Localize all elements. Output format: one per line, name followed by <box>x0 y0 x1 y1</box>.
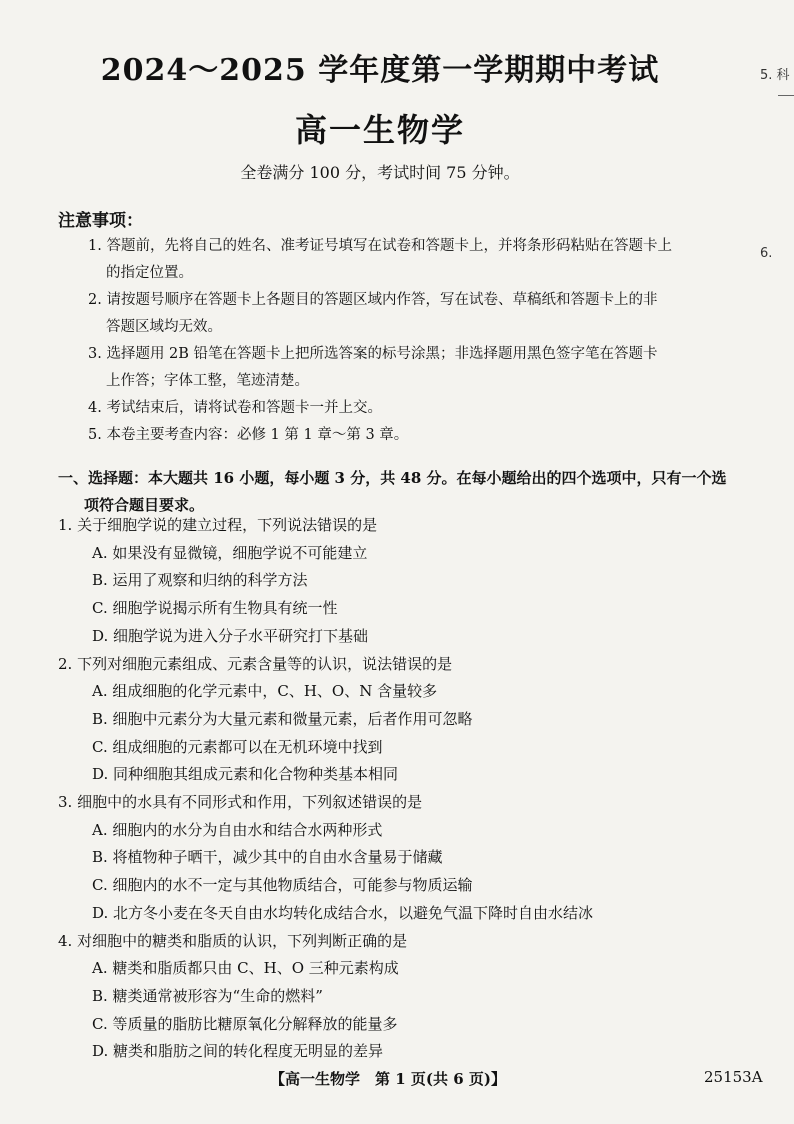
notice-line: 答题区域均无效。 <box>106 319 222 335</box>
footer-page-label: 【高一生物学 第 1 页(共 6 页)】 <box>270 1070 506 1088</box>
notice-line: 2. 请按题号顺序在答题卡上各题目的答题区域内作答，写在试卷、草稿纸和答题卡上的非 <box>88 292 658 308</box>
question-2 <box>58 651 738 790</box>
question-4 <box>58 928 738 1067</box>
notice-line: 1. 答题前，先将自己的姓名、准考证号填写在试卷和答题卡上，并将条形码粘贴在答题卡上 <box>88 238 672 254</box>
option-d: D. 同种细胞其组成元素和化合物种类基本相同 <box>92 765 399 784</box>
question-list <box>58 512 738 1066</box>
section-line: 项符合题目要求。 <box>84 496 205 514</box>
full-score-note: 全卷满分 100 分，考试时间 75 分钟。 <box>240 163 520 182</box>
option-c: C. 细胞内的水不一定与其他物质结合，可能参与物质运输 <box>92 876 473 895</box>
option-c: C. 组成细胞的元素都可以在无机环境中找到 <box>92 737 383 756</box>
option-b: B. 运用了观察和归纳的科学方法 <box>92 571 308 590</box>
notice-item <box>88 233 724 287</box>
question-stem: 1. 关于细胞学说的建立过程，下列说法错误的是 <box>58 516 378 534</box>
option-a: A. 细胞内的水分为自由水和结合水两种形式 <box>92 820 383 839</box>
notice-line: 的指定位置。 <box>106 265 193 281</box>
option-a: A. 组成细胞的化学元素中，C、H、O、N 含量较多 <box>92 682 438 701</box>
notice-item <box>88 395 724 422</box>
option-b: B. 将植物种子晒干，减少其中的自由水含量易于储藏 <box>92 848 443 867</box>
question-3 <box>58 789 738 928</box>
notice-line: 4. 考试结束后，请将试卷和答题卡一并上交。 <box>88 400 382 416</box>
notice-line: 上作答；字体工整，笔迹清楚。 <box>106 373 309 389</box>
option-b: B. 细胞中元素分为大量元素和微量元素，后者作用可忽略 <box>92 709 473 728</box>
option-d: D. 细胞学说为进入分子水平研究打下基础 <box>92 626 369 645</box>
next-page-edge-mark: 6. <box>760 246 773 261</box>
option-d: D. 北方冬小麦在冬天自由水均转化成结合水，以避免气温下降时自由水结冰 <box>92 903 594 922</box>
notice-item <box>88 422 724 449</box>
section-heading <box>58 465 728 519</box>
notice-list <box>88 233 724 449</box>
section-line: 一、选择题：本大题共 16 小题，每小题 3 分，共 48 分。在每小题给出的四个选项中，只有一个选 <box>58 469 727 487</box>
notice-line: 5. 本卷主要考查内容：必修 1 第 1 章～第 3 章。 <box>88 427 409 443</box>
notice-heading: 注意事项： <box>58 211 143 231</box>
notice-item <box>88 287 724 341</box>
next-page-edge-mark: 5. 科 <box>760 68 790 83</box>
question-1 <box>58 512 738 651</box>
footer-code: 25153A <box>704 1068 763 1086</box>
option-b: B. 糖类通常被形容为“生命的燃料” <box>92 986 323 1005</box>
question-stem: 2. 下列对细胞元素组成、元素含量等的认识，说法错误的是 <box>58 654 453 673</box>
option-c: C. 细胞学说揭示所有生物具有统一性 <box>92 599 338 618</box>
notice-item <box>88 341 724 395</box>
subject-title: 高一生物学 <box>294 111 465 149</box>
question-stem: 4. 对细胞中的糖类和脂质的认识，下列判断正确的是 <box>58 931 408 950</box>
edge-divider <box>778 95 794 96</box>
question-stem: 3. 细胞中的水具有不同形式和作用，下列叙述错误的是 <box>58 793 423 812</box>
option-c: C. 等质量的脂肪比糖原氧化分解释放的能量多 <box>92 1014 398 1033</box>
notice-line: 3. 选择题用 2B 铅笔在答题卡上把所选答案的标号涂黑；非选择题用黑色签字笔在答题卡 <box>88 346 658 362</box>
option-a: A. 糖类和脂质都只由 C、H、O 三种元素构成 <box>92 959 399 978</box>
exam-title: 2024～2025 学年度第一学期期中考试 <box>100 53 660 88</box>
option-d: D. 糖类和脂肪之间的转化程度无明显的差异 <box>92 1042 384 1061</box>
option-a: A. 如果没有显微镜，细胞学说不可能建立 <box>92 543 368 562</box>
